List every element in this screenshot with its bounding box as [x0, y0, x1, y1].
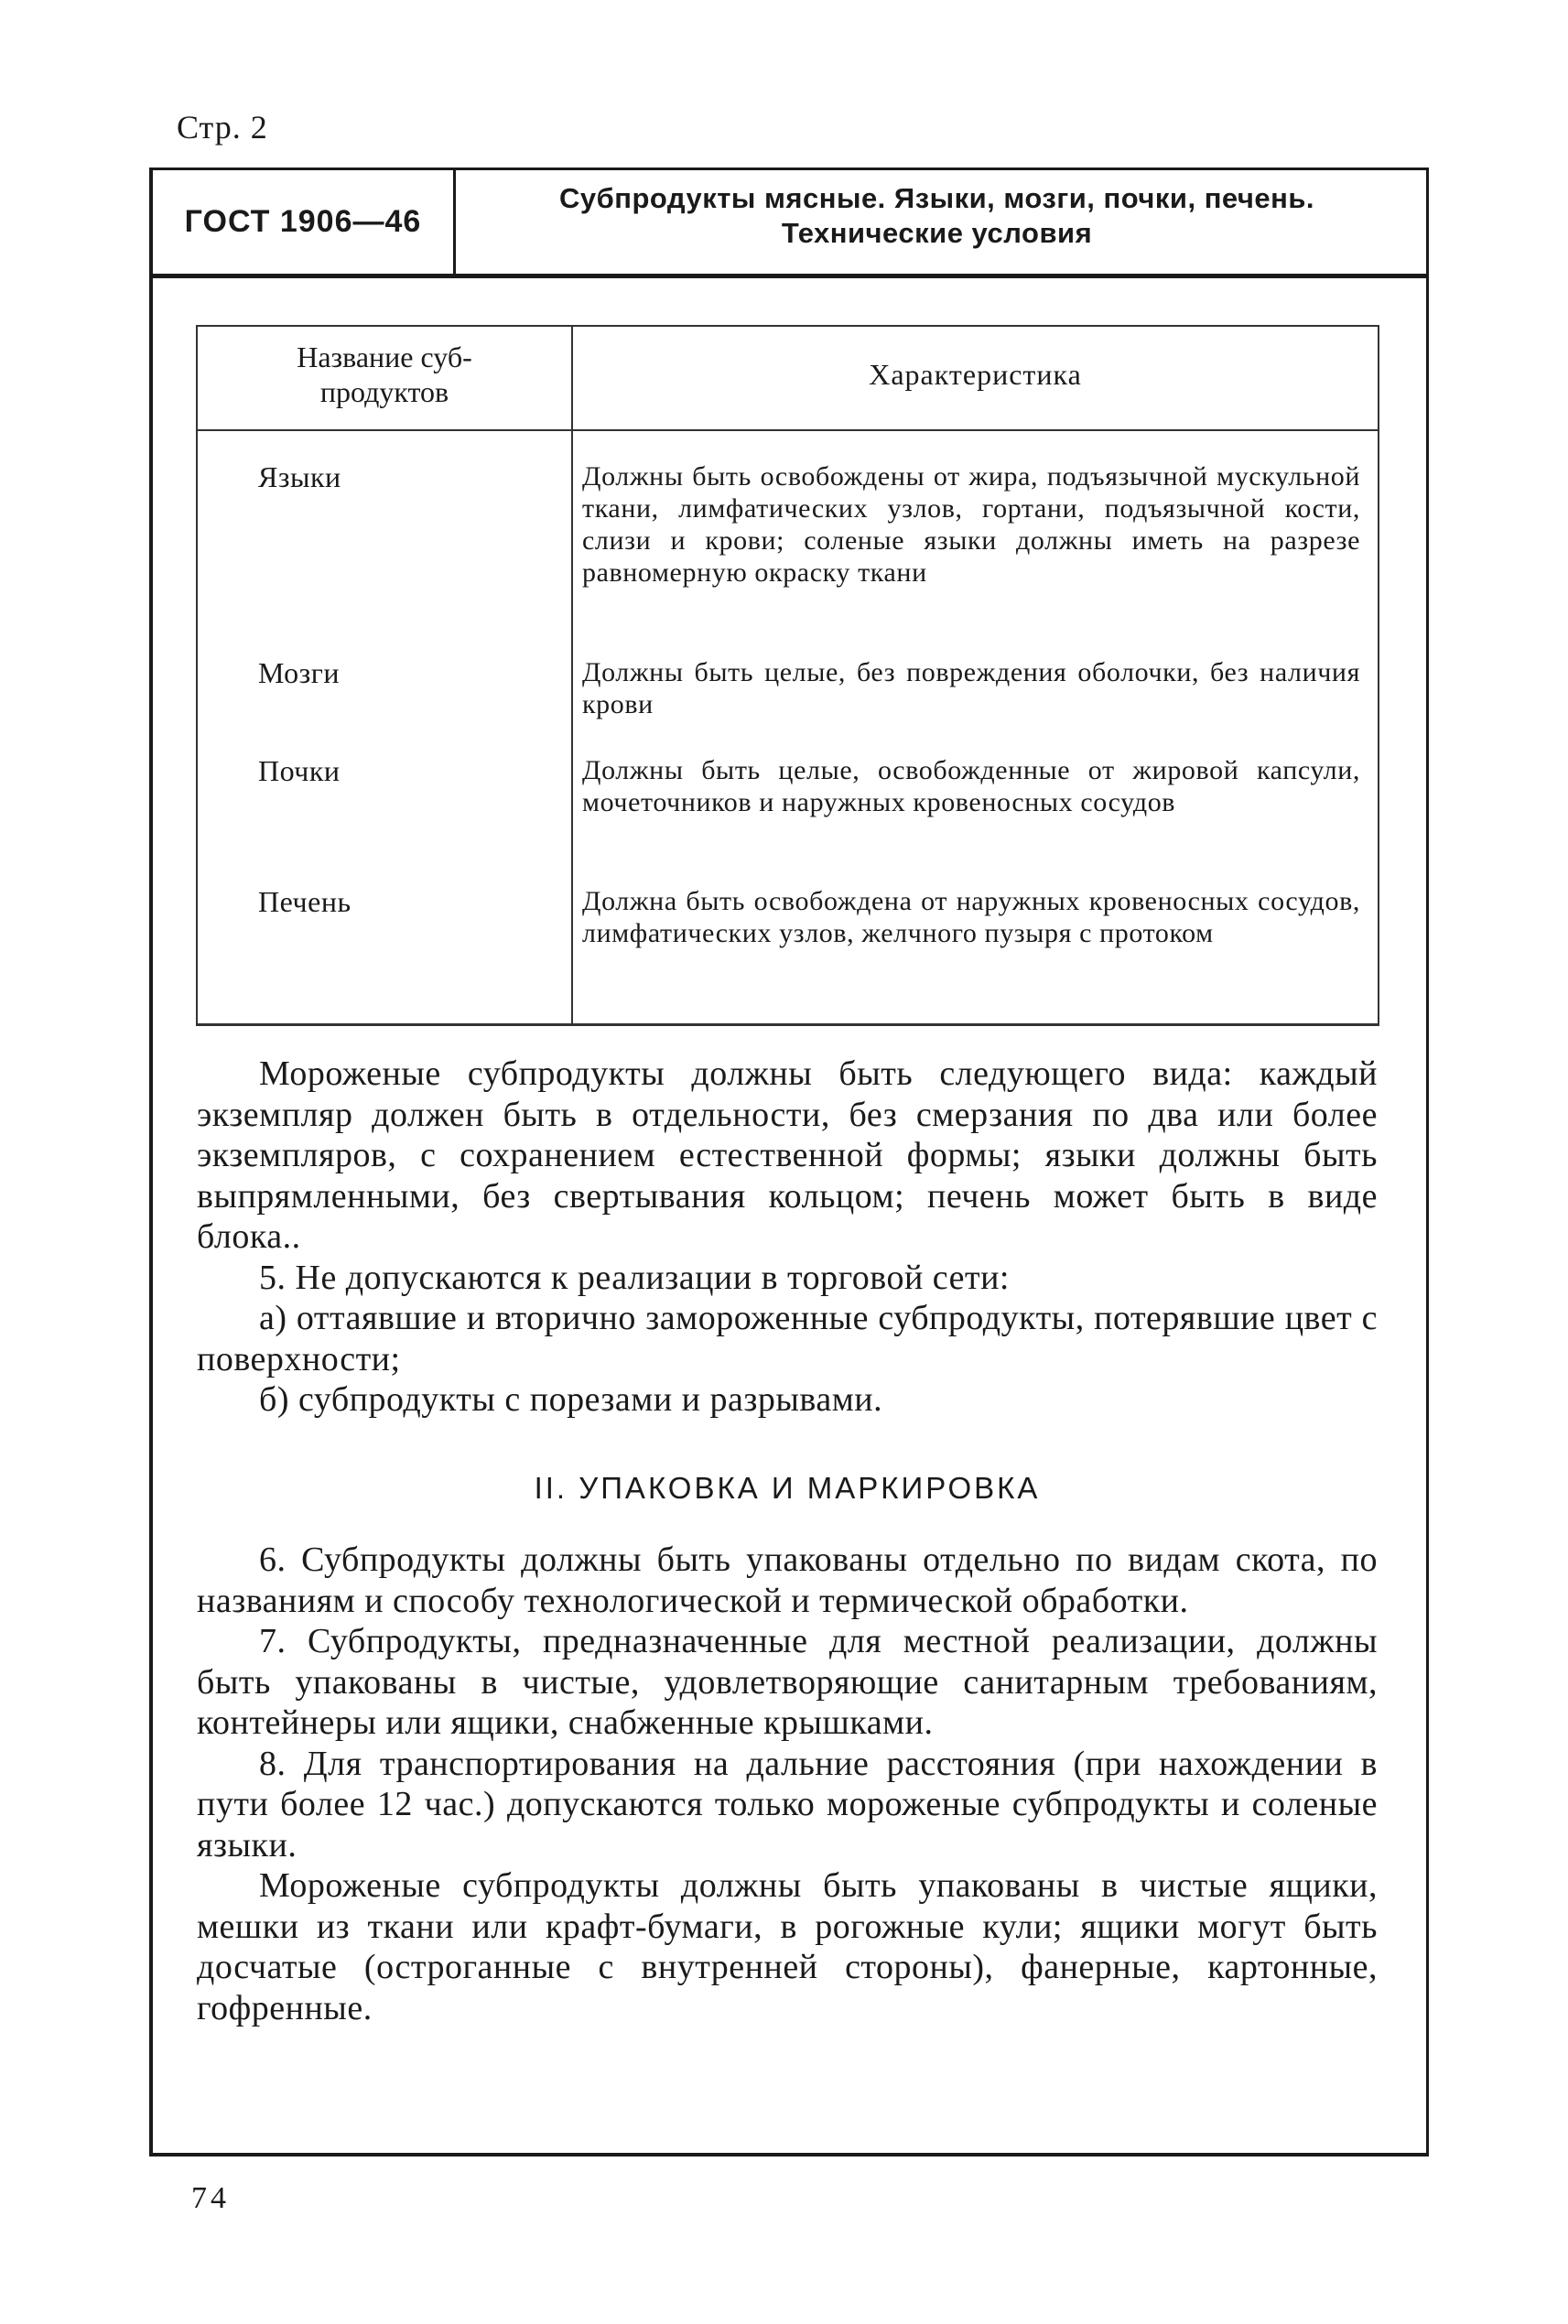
- page-label: Стр. 2: [177, 109, 268, 146]
- paragraph-frozen-form: Мороженые субпродукты должны быть следующего вида: каждый экземпляр должен быть в отдельности, без смерзания по два или более экземпляров, с сохранением естественной формы; языки должны быть выпрямленными, без свертывания кольцом; печень может быть в виде блока..: [197, 1054, 1378, 1256]
- table-bottom-rule: [196, 1023, 1379, 1026]
- table-header-characteristic: Характеристика: [869, 358, 1082, 391]
- table-row-name: Почки: [258, 754, 341, 787]
- table-row-name: Мозги: [258, 656, 341, 689]
- table-row-text: Должна быть освобождена от наружных кровеносных сосудов, лимфатических узлов, желчного пузыря с протоком: [582, 886, 1360, 948]
- table-row-text: Должны быть освобождены от жира, подъязычной мускульной ткани, лимфатических узлов, гортани, подъязычной кости, слизи и крови; соленые языки должны иметь на разрезе равномерную окраску ткани: [582, 461, 1360, 588]
- frame-bottom-rule: [149, 2153, 1429, 2156]
- section-heading: II. УПАКОВКА И МАРКИРОВКА: [534, 1471, 1041, 1505]
- paragraph-frozen-packing: Мороженые субпродукты должны быть упакованы в чистые ящики, мешки из ткани или крафт-бумаги, в рогожные кули; ящики могут быть досчатые (остроганные с внутренней стороны), фанерные, картонные, гофренные.: [197, 1866, 1378, 2027]
- table-column-divider: [571, 327, 573, 1025]
- paragraph-item-6: 6. Субпродукты должны быть упакованы отдельно по видам скота, по названиям и способу технологической и термической обработки.: [197, 1540, 1378, 1620]
- table-row-name: Языки: [258, 460, 341, 493]
- section-text-block: [197, 1540, 1378, 2028]
- standard-title: [457, 181, 1417, 251]
- paragraph-item-5: 5. Не допускаются к реализации в торговой сети:: [259, 1258, 1010, 1297]
- table-header-divider: [198, 429, 1378, 431]
- table-row-text: Должны быть целые, освобожденные от жировой капсули, мочеточников и наружных кровеносных сосудов: [582, 755, 1360, 817]
- table-header-name: Название суб- продуктов: [297, 340, 472, 408]
- standard-title-line2: Технические условия: [781, 217, 1093, 249]
- page-number: 74: [191, 2181, 230, 2215]
- paragraph-item-7: 7. Субпродукты, предназначенные для местной реализации, должны быть упакованы в чистые, удовлетворяющие санитарным требованиям, контейнеры или ящики, снабженные крышками.: [197, 1622, 1378, 1742]
- standard-header: [153, 170, 1426, 278]
- table-row-name: Печень: [258, 885, 351, 918]
- table-row-text: Должны быть целые, без повреждения оболочки, без наличия крови: [582, 657, 1360, 719]
- paragraph-item-8: 8. Для транспортирования на дальние расстояния (при нахождении в пути более 12 час.) допускаются только мороженые субпродукты и соленые языки.: [197, 1744, 1378, 1865]
- paragraph-item-5b: б) субпродукты с порезами и разрывами.: [259, 1380, 883, 1419]
- standard-title-line1: Субпродукты мясные. Языки, мозги, почки, печень.: [558, 182, 1315, 214]
- characteristics-table: [196, 325, 1379, 1025]
- paragraph-item-5a: а) оттаявшие и вторично замороженные субпродукты, потерявшие цвет с поверхности;: [197, 1299, 1378, 1378]
- standard-code: ГОСТ 1906—46: [153, 170, 456, 274]
- body-text-block: [197, 1054, 1378, 1421]
